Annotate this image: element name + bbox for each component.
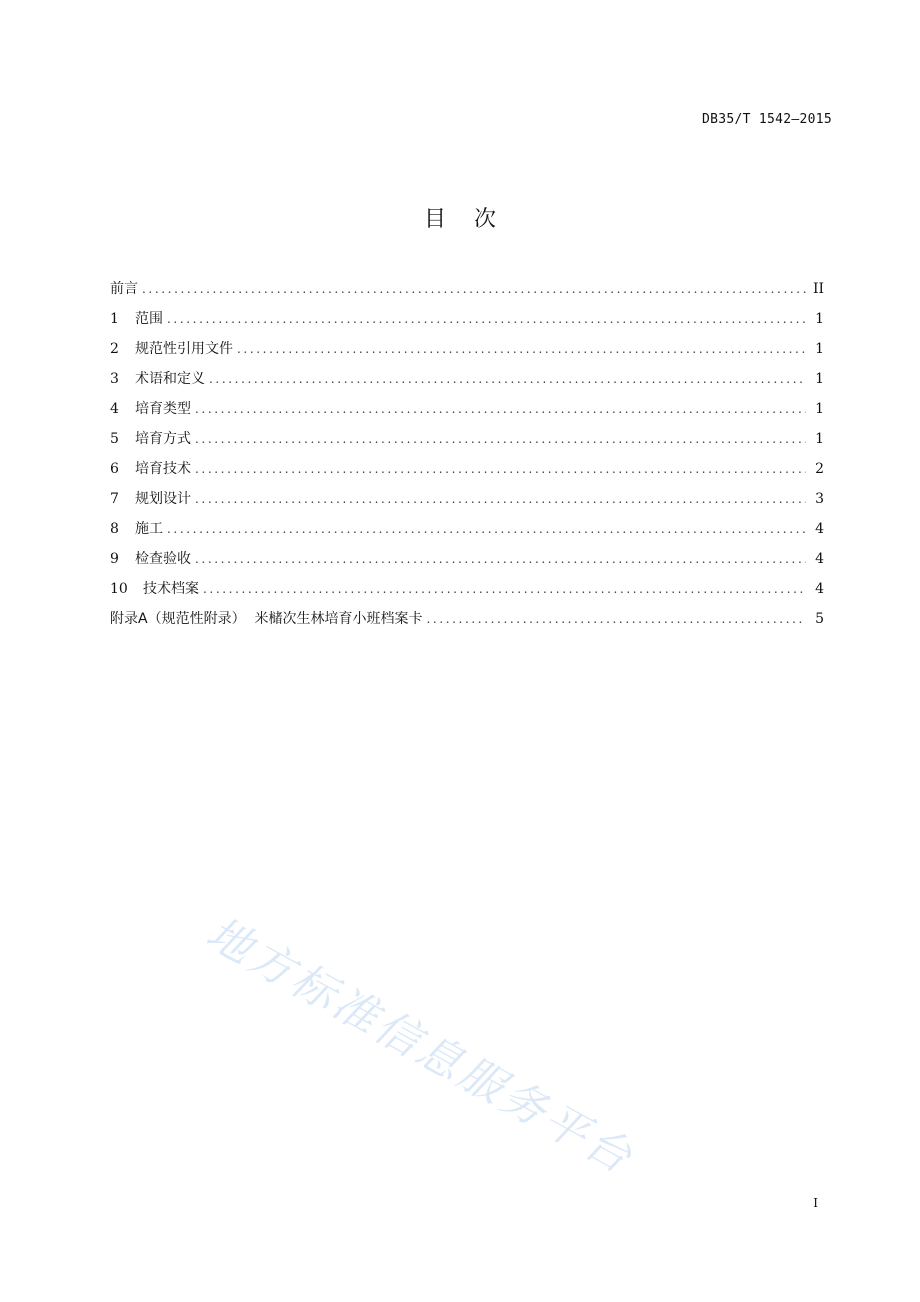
toc-leader-dots — [237, 338, 806, 360]
toc-leader-dots — [167, 308, 806, 330]
table-of-contents — [110, 278, 824, 638]
toc-entry-cultivation-techniques[interactable] — [110, 458, 824, 488]
toc-entry-page: 4 — [815, 581, 824, 597]
toc-entry-page: 1 — [815, 431, 824, 447]
toc-entry-text: 规范性引用文件 — [135, 341, 233, 357]
toc-entry-page: II — [812, 281, 824, 297]
toc-entry-number: 5 — [110, 431, 119, 447]
toc-entry-page: 4 — [815, 521, 824, 537]
toc-entry-scope[interactable] — [110, 308, 824, 338]
toc-leader-dots — [195, 398, 806, 420]
toc-entry-text: 技术档案 — [143, 581, 199, 597]
toc-entry-text: 规划设计 — [135, 491, 191, 507]
toc-entry-construction[interactable] — [110, 518, 824, 548]
toc-entry-page: 1 — [815, 311, 824, 327]
toc-entry-page: 1 — [815, 401, 824, 417]
toc-entry-cultivation-types[interactable] — [110, 398, 824, 428]
page-number: I — [813, 1196, 818, 1210]
toc-entry-technical-archives[interactable] — [110, 578, 824, 608]
document-code: DB35/T 1542—2015 — [701, 112, 832, 127]
toc-entry-normative-references[interactable] — [110, 338, 824, 368]
toc-entry-number: 1 — [110, 311, 119, 327]
toc-leader-dots — [426, 608, 806, 630]
toc-entry-page: 1 — [815, 341, 824, 357]
toc-entry-text: 施工 — [135, 521, 163, 537]
toc-entry-page: 1 — [815, 371, 824, 387]
toc-entry-text: 前言 — [110, 281, 138, 297]
toc-entry-text: 术语和定义 — [135, 371, 205, 387]
toc-entry-text: 培育类型 — [135, 401, 191, 417]
toc-entry-inspection[interactable] — [110, 548, 824, 578]
toc-entry-number: 8 — [110, 521, 119, 537]
toc-entry-number: 4 — [110, 401, 119, 417]
toc-entry-foreword[interactable] — [110, 278, 824, 308]
toc-entry-text: 附录A（规范性附录） 米槠次生林培育小班档案卡 — [110, 611, 423, 627]
toc-leader-dots — [142, 278, 806, 300]
toc-entry-number: 6 — [110, 461, 119, 477]
toc-entry-cultivation-methods[interactable] — [110, 428, 824, 458]
toc-leader-dots — [203, 578, 806, 600]
toc-entry-number: 3 — [110, 371, 119, 387]
toc-entry-text: 培育方式 — [135, 431, 191, 447]
toc-entry-page: 5 — [815, 611, 824, 627]
toc-entry-number: 7 — [110, 491, 119, 507]
toc-leader-dots — [167, 518, 806, 540]
toc-entry-page: 2 — [815, 461, 824, 477]
toc-entry-page: 4 — [815, 551, 824, 567]
toc-entry-planning-design[interactable] — [110, 488, 824, 518]
toc-entry-number: 9 — [110, 551, 119, 567]
toc-entry-page: 3 — [815, 491, 824, 507]
toc-leader-dots — [195, 458, 806, 480]
toc-entry-text: 检查验收 — [135, 551, 191, 567]
toc-title: 目 次 — [424, 207, 496, 232]
toc-entry-appendix-a[interactable] — [110, 608, 824, 638]
toc-entry-number: 10 — [110, 581, 128, 597]
toc-entry-number: 2 — [110, 341, 119, 357]
toc-entry-terms-definitions[interactable] — [110, 368, 824, 398]
toc-entry-text: 范围 — [135, 311, 163, 327]
toc-leader-dots — [209, 368, 806, 390]
toc-entry-text: 培育技术 — [135, 461, 191, 477]
toc-leader-dots — [195, 428, 806, 450]
watermark: 地方标准信息服务平台 — [197, 907, 643, 1185]
toc-leader-dots — [195, 488, 806, 510]
toc-leader-dots — [195, 548, 806, 570]
